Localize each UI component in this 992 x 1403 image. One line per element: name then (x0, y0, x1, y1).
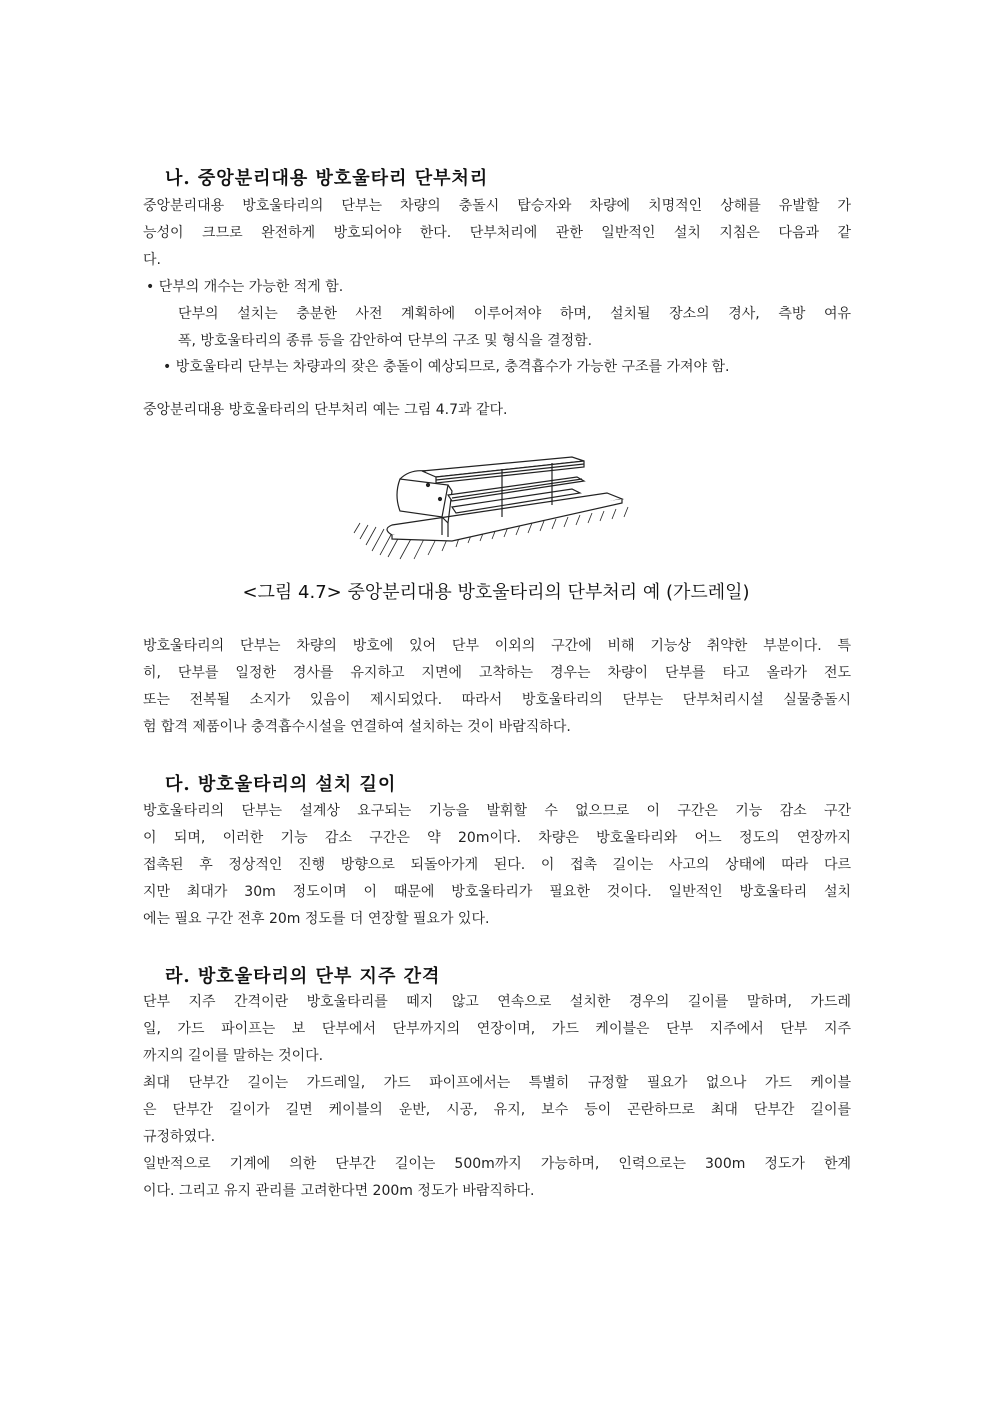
section-heading-da: 다. 방호울타리의 설치 길이 (165, 774, 397, 795)
end-treatment-paragraph (143, 633, 851, 741)
figure-caption: <그림 4.7> 중앙분리대용 방호울타리의 단부처리 예 (가드레일) (242, 582, 750, 603)
text-line: 은 단부간 길이가 길면 케이블의 운반, 시공, 유지, 보수 등이 곤란하므로 최대 단부간 길이를 (143, 1102, 851, 1118)
post-spacing-paragraph-1 (143, 989, 851, 1070)
text-line: 중앙분리대용 방호울타리의 단부는 차량의 충돌시 탑승자와 차량에 치명적인 상해를 유발할 가 (143, 198, 851, 214)
bullet-1-detail (178, 301, 851, 355)
text-line: 단부의 설치는 충분한 사전 계획하에 이루어져야 하며, 설치될 장소의 경사, 측방 여유 (178, 306, 851, 322)
text-line: 또는 전복될 소지가 있음이 제시되었다. 따라서 방호울타리의 단부는 단부처리시설 실물충돌시 (143, 692, 851, 708)
post-spacing-paragraph-2 (143, 1070, 851, 1151)
text-line: 폭, 방호울타리의 종류 등을 감안하여 단부의 구조 및 형식을 결정함. (178, 333, 593, 349)
text-line: 히, 단부를 일정한 경사를 유지하고 지면에 고착하는 경우는 차량이 단부를 타고 올라가 전도 (143, 665, 851, 681)
text-line: 에는 필요 구간 전후 20m 정도를 더 연장할 필요가 있다. (143, 911, 490, 927)
text-line: 이 되며, 이러한 기능 감소 구간은 약 20m이다. 차량은 방호울타리와 어느 정도의 연장까지 (143, 830, 851, 846)
text-line: 일반적으로 기계에 의한 단부간 길이는 500m까지 가능하며, 인력으로는 300m 정도가 한계 (143, 1156, 851, 1172)
text-line: 최대 단부간 길이는 가드레일, 가드 파이프에서는 특별히 규정할 필요가 없으나 가드 케이블 (143, 1075, 851, 1091)
text-line: 능성이 크므로 완전하게 방호되어야 한다. 단부처리에 관한 일반적인 설치 지침은 다음과 같 (143, 225, 851, 241)
text-line: 험 합격 제품이나 충격흡수시설을 연결하여 설치하는 것이 바람직하다. (143, 719, 571, 735)
text-line: 다. (143, 252, 161, 268)
bullet-item-1: • 단부의 개수는 가능한 적게 함. (146, 279, 344, 295)
text-line: 접촉된 후 정상적인 진행 방향으로 되돌아가게 된다. 이 접촉 길이는 사고의 상태에 따라 다르 (143, 857, 851, 873)
text-line: 이다. 그리고 유지 관리를 고려한다면 200m 정도가 바람직하다. (143, 1183, 535, 1199)
guardrail-end-treatment-drawing (352, 455, 642, 565)
text-line: 규정하였다. (143, 1129, 216, 1145)
section-heading-na: 나. 중앙분리대용 방호울타리 단부처리 (165, 168, 489, 189)
post-spacing-paragraph-3 (143, 1151, 851, 1205)
text-line: 지만 최대가 30m 정도이며 이 때문에 방호울타리가 필요한 것이다. 일반적인 방호울타리 설치 (143, 884, 851, 900)
text-line: 까지의 길이를 말하는 것이다. (143, 1048, 324, 1064)
text-line: 방호울타리의 단부는 차량의 방호에 있어 단부 이외의 구간에 비해 기능상 취약한 부분이다. 특 (143, 638, 851, 654)
text-line: 단부 지주 간격이란 방호울타리를 떼지 않고 연속으로 설치한 경우의 길이를 말하며, 가드레 (143, 994, 851, 1010)
bullet-item-2: • 방호울타리 단부는 차량과의 잦은 충돌이 예상되므로, 충격흡수가 가능한 구조를 가져야 함. (163, 359, 730, 375)
intro-paragraph (143, 193, 851, 274)
section-heading-ra: 라. 방호울타리의 단부 지주 간격 (165, 966, 441, 987)
installation-length-paragraph (143, 798, 851, 933)
figure-reference-text: 중앙분리대용 방호울타리의 단부처리 예는 그림 4.7과 같다. (143, 402, 508, 418)
text-line: 방호울타리의 단부는 설계상 요구되는 기능을 발휘할 수 없으므로 이 구간은 기능 감소 구간 (143, 803, 851, 819)
text-line: 일, 가드 파이프는 보 단부에서 단부까지의 연장이며, 가드 케이블은 단부 지주에서 단부 지주 (143, 1021, 851, 1037)
